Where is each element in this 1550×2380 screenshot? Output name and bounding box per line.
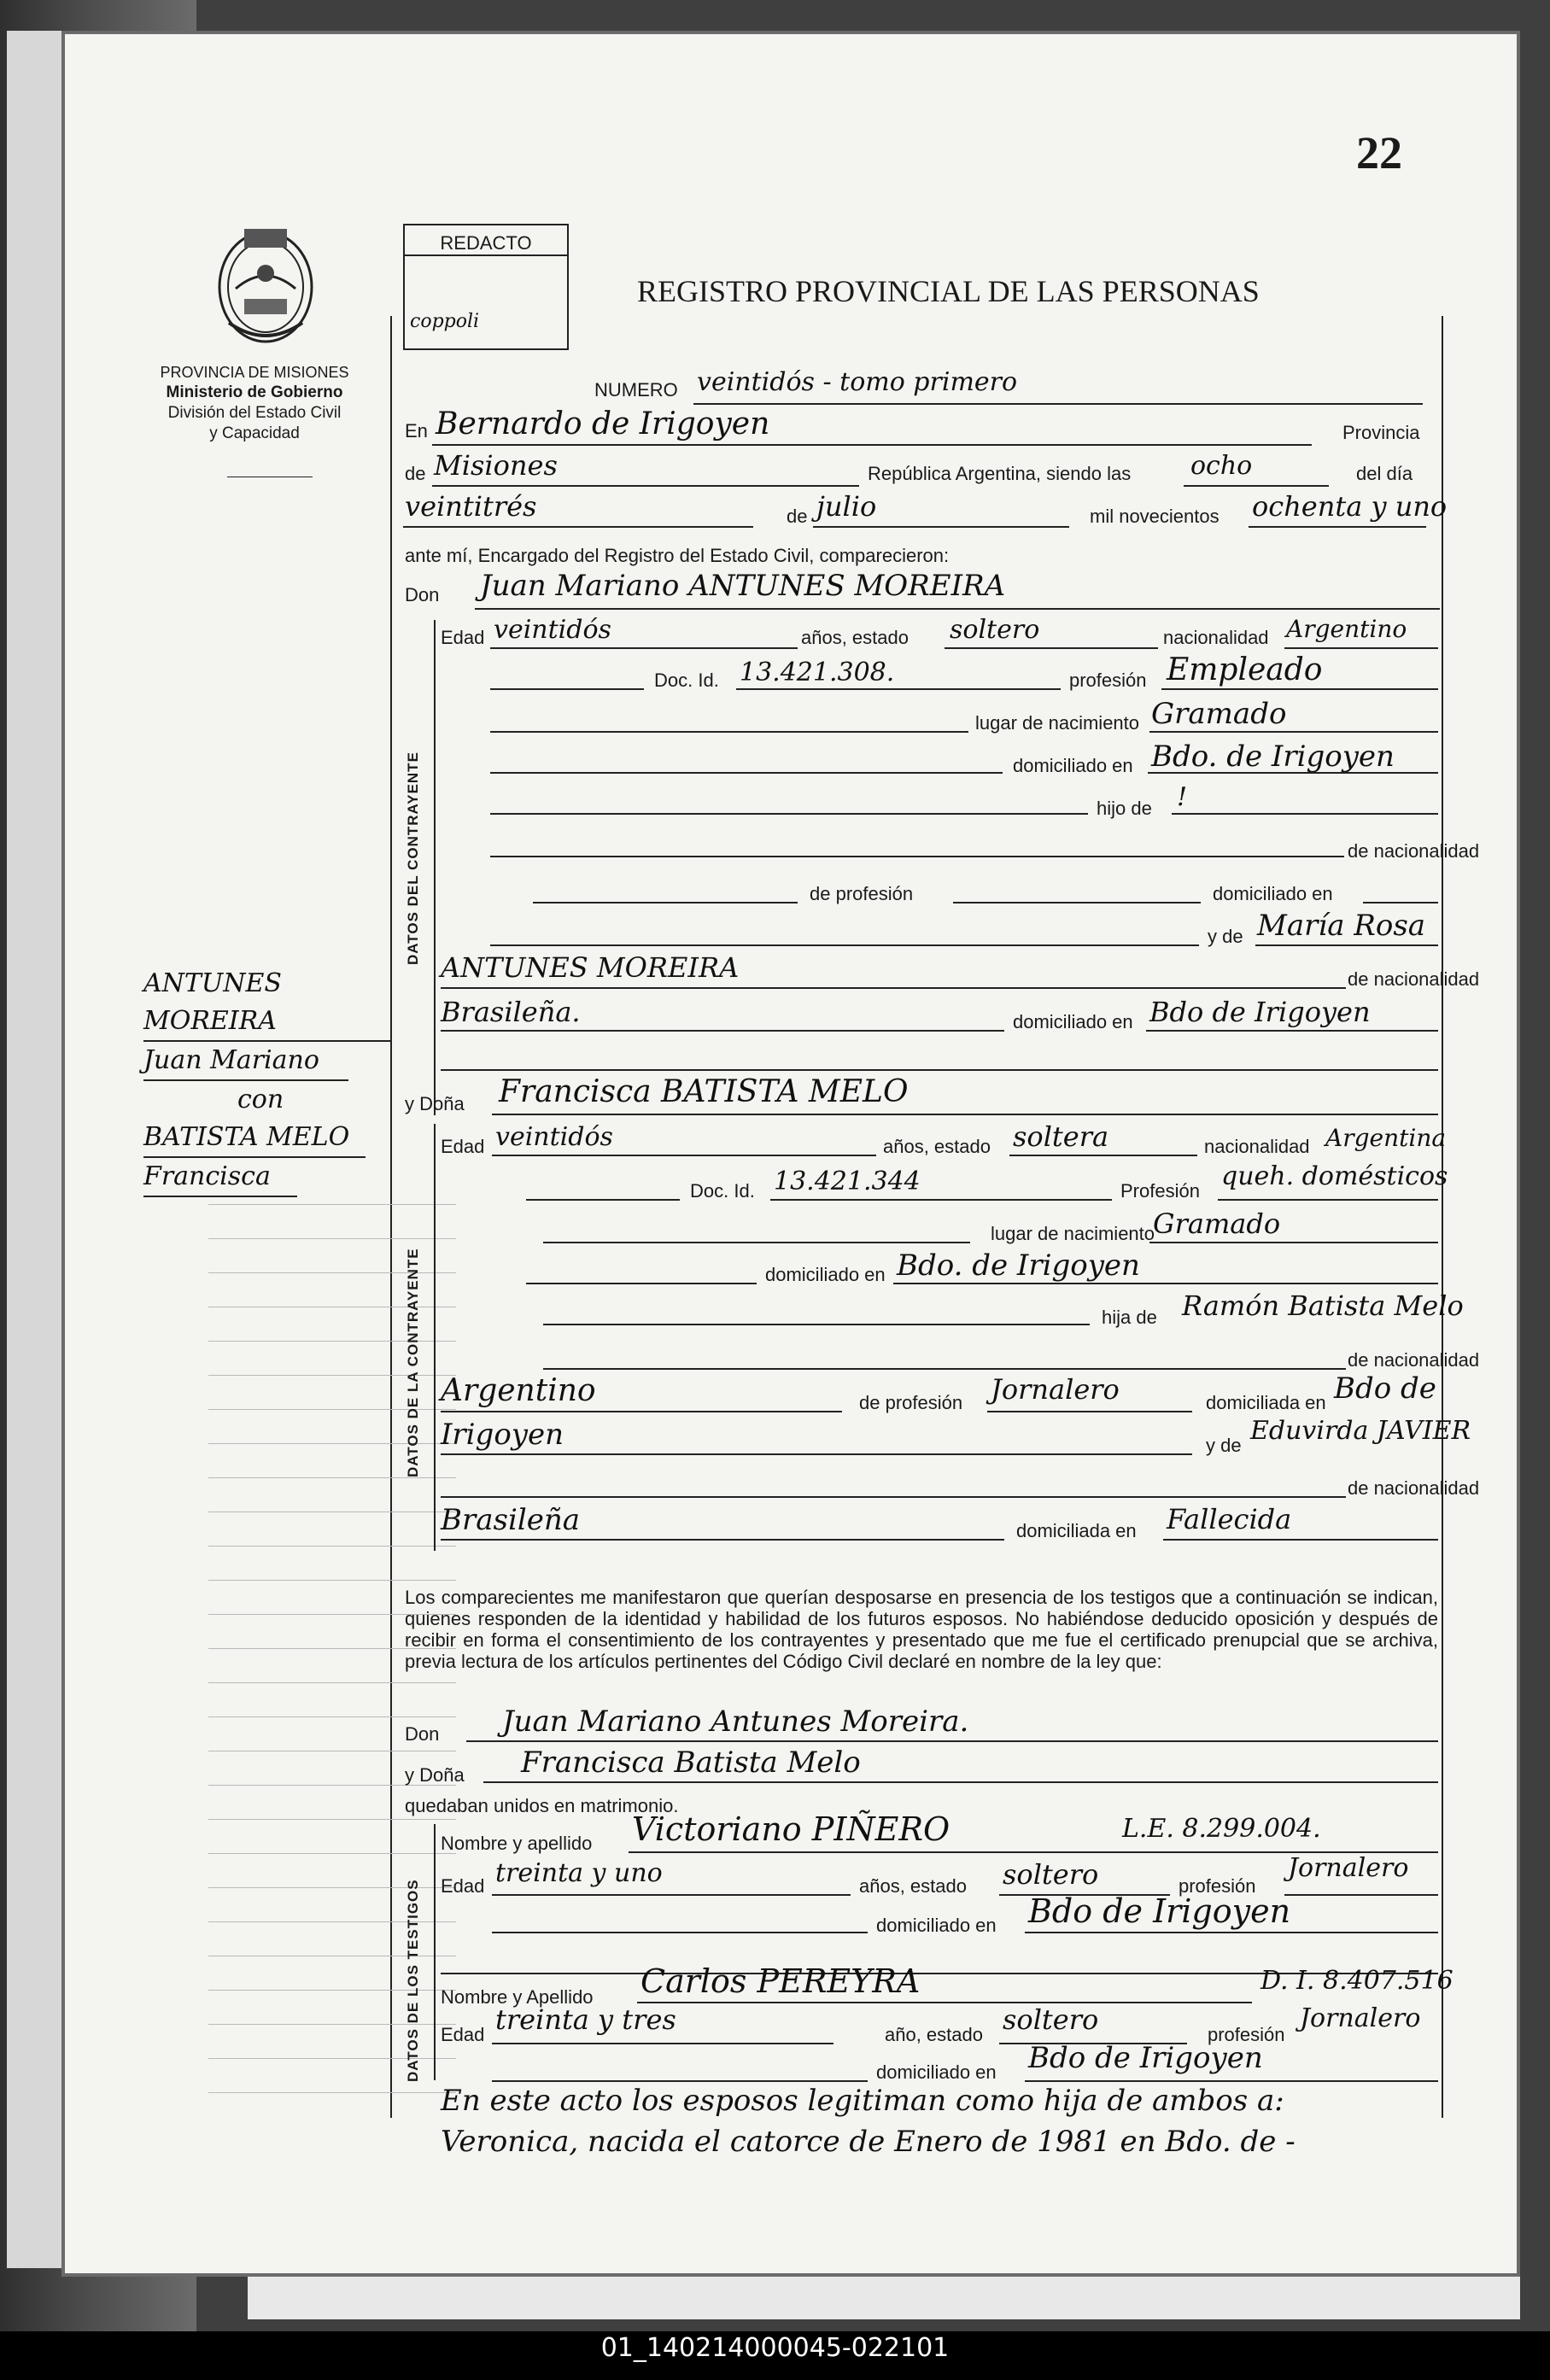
ministry-heading: Ministerio de Gobierno bbox=[166, 383, 343, 401]
decl-don-label: Don bbox=[405, 1723, 440, 1745]
province-value: Misiones bbox=[434, 449, 558, 482]
groom-hijo-label: hijo de bbox=[1097, 798, 1152, 819]
groom-father-prof-rule bbox=[953, 902, 1201, 903]
bride-doc-label: Doc. Id. bbox=[690, 1180, 755, 1202]
groom-mother-first-rule bbox=[1255, 944, 1438, 946]
groom-y-de-label: y de bbox=[1208, 926, 1243, 947]
witness2-dom-rule bbox=[1025, 2080, 1438, 2082]
place-rule bbox=[432, 444, 1312, 446]
bride-profesion-rule bbox=[1218, 1199, 1438, 1201]
witness2-domiciliado-label: domiciliado en bbox=[876, 2061, 997, 2083]
margin-divider bbox=[390, 316, 392, 2118]
register-page bbox=[61, 31, 1520, 2277]
numero-value: veintidós - tomo primero bbox=[697, 367, 1018, 397]
groom-nacionalidad-value: Argentino bbox=[1286, 615, 1407, 643]
groom-de-profesion-label: de profesión bbox=[810, 883, 914, 904]
witness1-profesion-rule bbox=[1284, 1894, 1438, 1896]
redacto-label: REDACTO bbox=[440, 232, 532, 254]
witness1-nombre: Victoriano PIÑERO bbox=[632, 1810, 950, 1848]
coat-of-arms-seal bbox=[210, 220, 321, 348]
groom-lugar-label: lugar de nacimiento bbox=[975, 712, 1140, 734]
bride-mother-nac-pre-rule bbox=[441, 1496, 1346, 1498]
groom-hijo-rule bbox=[1172, 813, 1438, 815]
province-heading: PROVINCIA DE MISIONES bbox=[160, 364, 349, 381]
groom-edad-rule bbox=[490, 647, 798, 649]
witness2-edad: treinta y tres bbox=[495, 2003, 676, 2036]
witness2-nombre: Carlos PEREYRA bbox=[640, 1962, 921, 2000]
registry-title: REGISTRO PROVINCIAL DE LAS PERSONAS bbox=[637, 274, 1260, 308]
groom-mother-last: ANTUNES MOREIRA bbox=[441, 951, 740, 984]
bride-lugar-rule bbox=[1149, 1242, 1438, 1243]
bride-nacionalidad-label: nacionalidad bbox=[1204, 1136, 1310, 1157]
issuer-block bbox=[109, 362, 400, 444]
groom-mother-last-rule bbox=[441, 987, 1346, 989]
don-label: Don bbox=[405, 584, 440, 605]
groom-name-rule bbox=[475, 608, 1440, 610]
bride-profesion-label: Profesión bbox=[1120, 1180, 1200, 1202]
bride-father-nac-pre-rule bbox=[543, 1368, 1346, 1370]
groom-hijo-pre-rule bbox=[490, 813, 1088, 815]
numero-rule bbox=[693, 403, 1423, 405]
de-label: de bbox=[405, 463, 426, 484]
witness1-dom-rule bbox=[1025, 1932, 1438, 1933]
right-frame bbox=[1442, 316, 1443, 2118]
witness2-nombre-rule bbox=[637, 2002, 1252, 2003]
day-rule bbox=[403, 526, 753, 528]
groom-father-dom-rule bbox=[1363, 902, 1438, 903]
groom-edad-label: Edad bbox=[441, 627, 485, 648]
bride-de-nacionalidad-label: de nacionalidad bbox=[1348, 1349, 1480, 1371]
witness-block-rule bbox=[434, 1824, 436, 2080]
redacto-rule bbox=[405, 254, 567, 256]
bride-father-dom-rule bbox=[441, 1453, 1192, 1455]
witness2-edad-rule bbox=[492, 2043, 833, 2044]
witness1-anos-label: años, estado bbox=[859, 1875, 967, 1897]
decl-don-rule bbox=[466, 1740, 1438, 1742]
provincia-label: Provincia bbox=[1342, 422, 1420, 443]
groom-de-nacionalidad-label: de nacionalidad bbox=[1348, 840, 1480, 862]
page-number: 22 bbox=[1356, 127, 1402, 178]
margin-note-line-3: con bbox=[237, 1085, 284, 1114]
bride-estado-value: soltera bbox=[1013, 1120, 1109, 1153]
redacto-signature: coppoli bbox=[410, 311, 480, 332]
witness1-domicilio: Bdo de Irigoyen bbox=[1028, 1892, 1291, 1930]
month-rule bbox=[813, 526, 1069, 528]
bride-domicilio-value: Bdo. de Irigoyen bbox=[897, 1248, 1140, 1283]
groom-doc-label: Doc. Id. bbox=[654, 670, 719, 691]
groom-name: Juan Mariano ANTUNES MOREIRA bbox=[480, 569, 1006, 603]
groom-lugar-pre-rule bbox=[490, 731, 968, 733]
witness2-estado: soltero bbox=[1003, 2003, 1099, 2036]
witness2-domicilio: Bdo de Irigoyen bbox=[1028, 2041, 1263, 2075]
bride-block-rule bbox=[434, 1124, 436, 1551]
witness-section-label: DATOS DE LOS TESTIGOS bbox=[405, 1879, 421, 2082]
witness1-edad-rule bbox=[492, 1894, 851, 1896]
numero-label: NUMERO bbox=[594, 379, 678, 401]
declaration-paragraph: Los comparecientes me manifestaron que querían desposarse en presencia de los testigos que a continuación se indican, quienes responden de la identidad y habilidad de los futuros esposos. No habiéndose deducido oposición y después de recibir en forma el consentimiento de los contrayentes y presentado que me fue el certificado prenupcial que se archiva, previa lectura de los artículos pertinentes del Código Civil declaré en nombre de la ley que: bbox=[405, 1587, 1438, 1672]
bride-mother-value: Eduvirda JAVIER bbox=[1250, 1416, 1471, 1446]
witness1-doc: L.E. 8.299.004. bbox=[1122, 1814, 1321, 1844]
groom-profesion-rule bbox=[1161, 688, 1438, 690]
bride-mother-nac-rule bbox=[441, 1539, 1004, 1541]
groom-hijo-value: ! bbox=[1177, 782, 1188, 812]
bride-father-nac-rule bbox=[441, 1411, 842, 1412]
witness1-nombre-rule bbox=[629, 1851, 1124, 1853]
witness2-dom-pre-rule bbox=[492, 2080, 868, 2082]
bride-anos-label: años, estado bbox=[883, 1136, 991, 1157]
witness1-edad-label: Edad bbox=[441, 1875, 485, 1897]
bride-mother-nacionalidad: Brasileña bbox=[441, 1503, 580, 1537]
groom-estado-value: soltero bbox=[950, 615, 1040, 645]
bride-hija-label: hija de bbox=[1102, 1307, 1157, 1328]
bride-doc-rule bbox=[770, 1199, 1112, 1201]
page-bottom-edge bbox=[248, 2277, 1520, 2319]
groom-nacionalidad-label: nacionalidad bbox=[1163, 627, 1269, 648]
bride-name: Francisca BATISTA MELO bbox=[499, 1074, 909, 1109]
bride-father-nacionalidad: Argentino bbox=[441, 1373, 596, 1408]
dona-label: y Doña bbox=[405, 1093, 465, 1114]
bride-father-domicilio-1: Bdo de bbox=[1334, 1371, 1436, 1406]
margin-note-line-1: ANTUNES MOREIRA bbox=[143, 965, 391, 1042]
groom-doc-pre-rule bbox=[490, 688, 644, 690]
hours-rule bbox=[1184, 485, 1329, 487]
witness1-dom-pre-rule bbox=[492, 1932, 868, 1933]
bride-edad-rule bbox=[492, 1155, 876, 1156]
groom-anos-label: años, estado bbox=[801, 627, 909, 648]
groom-doc-value: 13.421.308. bbox=[740, 658, 895, 687]
division-heading-1: División del Estado Civil bbox=[167, 404, 342, 422]
bride-domiciliada-label: domiciliada en bbox=[1206, 1392, 1326, 1413]
groom-domiciliado-label: domiciliado en bbox=[1013, 755, 1133, 776]
bride-mother-nac-label: de nacionalidad bbox=[1348, 1477, 1480, 1499]
bride-edad-label: Edad bbox=[441, 1136, 485, 1157]
bride-mother-domicilio: Fallecida bbox=[1167, 1503, 1292, 1535]
groom-estado-rule bbox=[945, 647, 1158, 649]
groom-father-pre-prof-rule bbox=[533, 902, 798, 903]
bride-hija-pre-rule bbox=[543, 1324, 1090, 1325]
groom-mother-first: María Rosa bbox=[1257, 909, 1426, 943]
hours-value: ocho bbox=[1190, 451, 1253, 481]
month-value: julio bbox=[816, 490, 877, 523]
groom-profesion-label: profesión bbox=[1069, 670, 1147, 691]
witness1-nombre-label: Nombre y apellido bbox=[441, 1833, 593, 1854]
margin-note-line-4: BATISTA MELO bbox=[143, 1119, 366, 1158]
groom-mother-nac-label: de nacionalidad bbox=[1348, 968, 1480, 990]
bride-de-profesion-label: de profesión bbox=[859, 1392, 963, 1413]
bride-edad-value: veintidós bbox=[495, 1122, 613, 1152]
bride-lugar-value: Gramado bbox=[1153, 1208, 1281, 1240]
province-rule bbox=[432, 485, 859, 487]
witness2-profesion-label: profesión bbox=[1208, 2024, 1285, 2045]
groom-lugar-value: Gramado bbox=[1151, 697, 1287, 731]
ante-text: ante mí, Encargado del Registro del Estado Civil, comparecieron: bbox=[405, 545, 950, 566]
year-value: ochenta y uno bbox=[1252, 490, 1448, 523]
bride-y-de-label: y de bbox=[1206, 1435, 1242, 1456]
bride-profesion-value: queh. domésticos bbox=[1221, 1161, 1448, 1191]
witness1-profesion: Jornalero bbox=[1288, 1853, 1409, 1883]
groom-block-rule bbox=[434, 620, 436, 1115]
decl-closing: quedaban unidos en matrimonio. bbox=[405, 1795, 679, 1816]
bride-mother-dom-rule bbox=[1163, 1539, 1438, 1541]
redacto-box bbox=[403, 224, 569, 350]
bride-name-rule bbox=[492, 1114, 1438, 1115]
groom-nacionalidad-rule bbox=[1284, 647, 1438, 649]
witness2-edad-label: Edad bbox=[441, 2024, 485, 2045]
groom-mother-nac-rule bbox=[441, 1030, 1004, 1032]
witness2-anos-label: año, estado bbox=[885, 2024, 983, 2045]
bride-nacionalidad-value: Argentina bbox=[1325, 1124, 1447, 1152]
bride-lugar-pre-rule bbox=[543, 1242, 970, 1243]
bride-domiciliado-label: domiciliado en bbox=[765, 1264, 886, 1285]
groom-father-nac-rule bbox=[490, 856, 1344, 857]
groom-edad-value: veintidós bbox=[494, 615, 611, 645]
margin-note-line-5: Francisca bbox=[143, 1158, 297, 1197]
groom-domicilio-rule bbox=[1148, 772, 1438, 774]
year-rule bbox=[1249, 526, 1426, 528]
witness2-nombre-label: Nombre y Apellido bbox=[441, 1986, 594, 2008]
witness2-profesion: Jornalero bbox=[1300, 2003, 1421, 2033]
bride-father-prof-rule bbox=[987, 1411, 1192, 1412]
bride-mother-dom-label: domiciliada en bbox=[1016, 1520, 1137, 1541]
witness1-profesion-label: profesión bbox=[1179, 1875, 1256, 1897]
day-value: veintitrés bbox=[405, 490, 537, 523]
place-value: Bernardo de Irigoyen bbox=[436, 406, 770, 441]
bride-domicilio-pre-rule bbox=[526, 1283, 757, 1284]
groom-mother-nacionalidad: Brasileña. bbox=[441, 996, 581, 1028]
groom-section-label: DATOS DEL CONTRAYENTE bbox=[405, 751, 421, 965]
groom-doc-rule bbox=[736, 688, 1061, 690]
decl-dona-rule bbox=[483, 1781, 1438, 1783]
decl-dona-label: y Doña bbox=[405, 1764, 465, 1786]
witness1-estado: soltero bbox=[1003, 1858, 1099, 1891]
witness1-edad: treinta y uno bbox=[495, 1858, 663, 1888]
mil-novecientos-label: mil novecientos bbox=[1090, 506, 1220, 527]
witness2-doc: D. I. 8.407.516 bbox=[1260, 1966, 1453, 1996]
image-caption: 01_140214000045-022101 bbox=[600, 2333, 950, 2363]
bride-domicilio-rule bbox=[893, 1283, 1438, 1284]
de-label-2: de bbox=[787, 506, 808, 527]
bride-estado-rule bbox=[1009, 1155, 1197, 1156]
en-label: En bbox=[405, 420, 428, 441]
bride-father-value: Ramón Batista Melo bbox=[1182, 1289, 1464, 1322]
groom-mother-dom-label: domiciliado en bbox=[1013, 1011, 1133, 1032]
division-heading-2: y Capacidad bbox=[209, 424, 300, 442]
bride-lugar-label: lugar de nacimiento bbox=[991, 1223, 1155, 1244]
bride-doc-pre-rule bbox=[526, 1199, 680, 1201]
groom-father-dom-rule-2 bbox=[490, 944, 1199, 946]
groom-mother-dom-rule bbox=[1146, 1030, 1438, 1032]
bride-father-profesion: Jornalero bbox=[991, 1373, 1120, 1406]
note-line-1: En este acto los esposos legitiman como hija de ambos a: bbox=[441, 2084, 1284, 2118]
groom-profesion-value: Empleado bbox=[1167, 652, 1323, 687]
note-line-2: Veronica, nacida el catorce de Enero de 1981 en Bdo. de - bbox=[441, 2125, 1296, 2159]
bride-father-domicilio-2: Irigoyen bbox=[441, 1418, 564, 1452]
bride-section-label: DATOS DE LA CONTRAYENTE bbox=[405, 1248, 421, 1477]
margin-note bbox=[143, 965, 391, 1197]
groom-mother-domicilio: Bdo de Irigoyen bbox=[1149, 996, 1371, 1028]
witness1-domiciliado-label: domiciliado en bbox=[876, 1915, 997, 1936]
groom-lugar-rule bbox=[1149, 731, 1438, 733]
groom-domiciliado-en-label: domiciliado en bbox=[1213, 883, 1333, 904]
groom-extra-rule bbox=[441, 1069, 1438, 1071]
decl-don-value: Juan Mariano Antunes Moreira. bbox=[502, 1705, 969, 1739]
bride-doc-value: 13.421.344 bbox=[774, 1167, 921, 1196]
groom-domicilio-pre-rule bbox=[490, 772, 1003, 774]
margin-note-line-2: Juan Mariano bbox=[143, 1042, 348, 1081]
del-dia-label: del día bbox=[1356, 463, 1413, 484]
republica-label: República Argentina, siendo las bbox=[868, 463, 1132, 484]
groom-domicilio-value: Bdo. de Irigoyen bbox=[1151, 740, 1395, 774]
decl-dona-value: Francisca Batista Melo bbox=[521, 1746, 861, 1780]
